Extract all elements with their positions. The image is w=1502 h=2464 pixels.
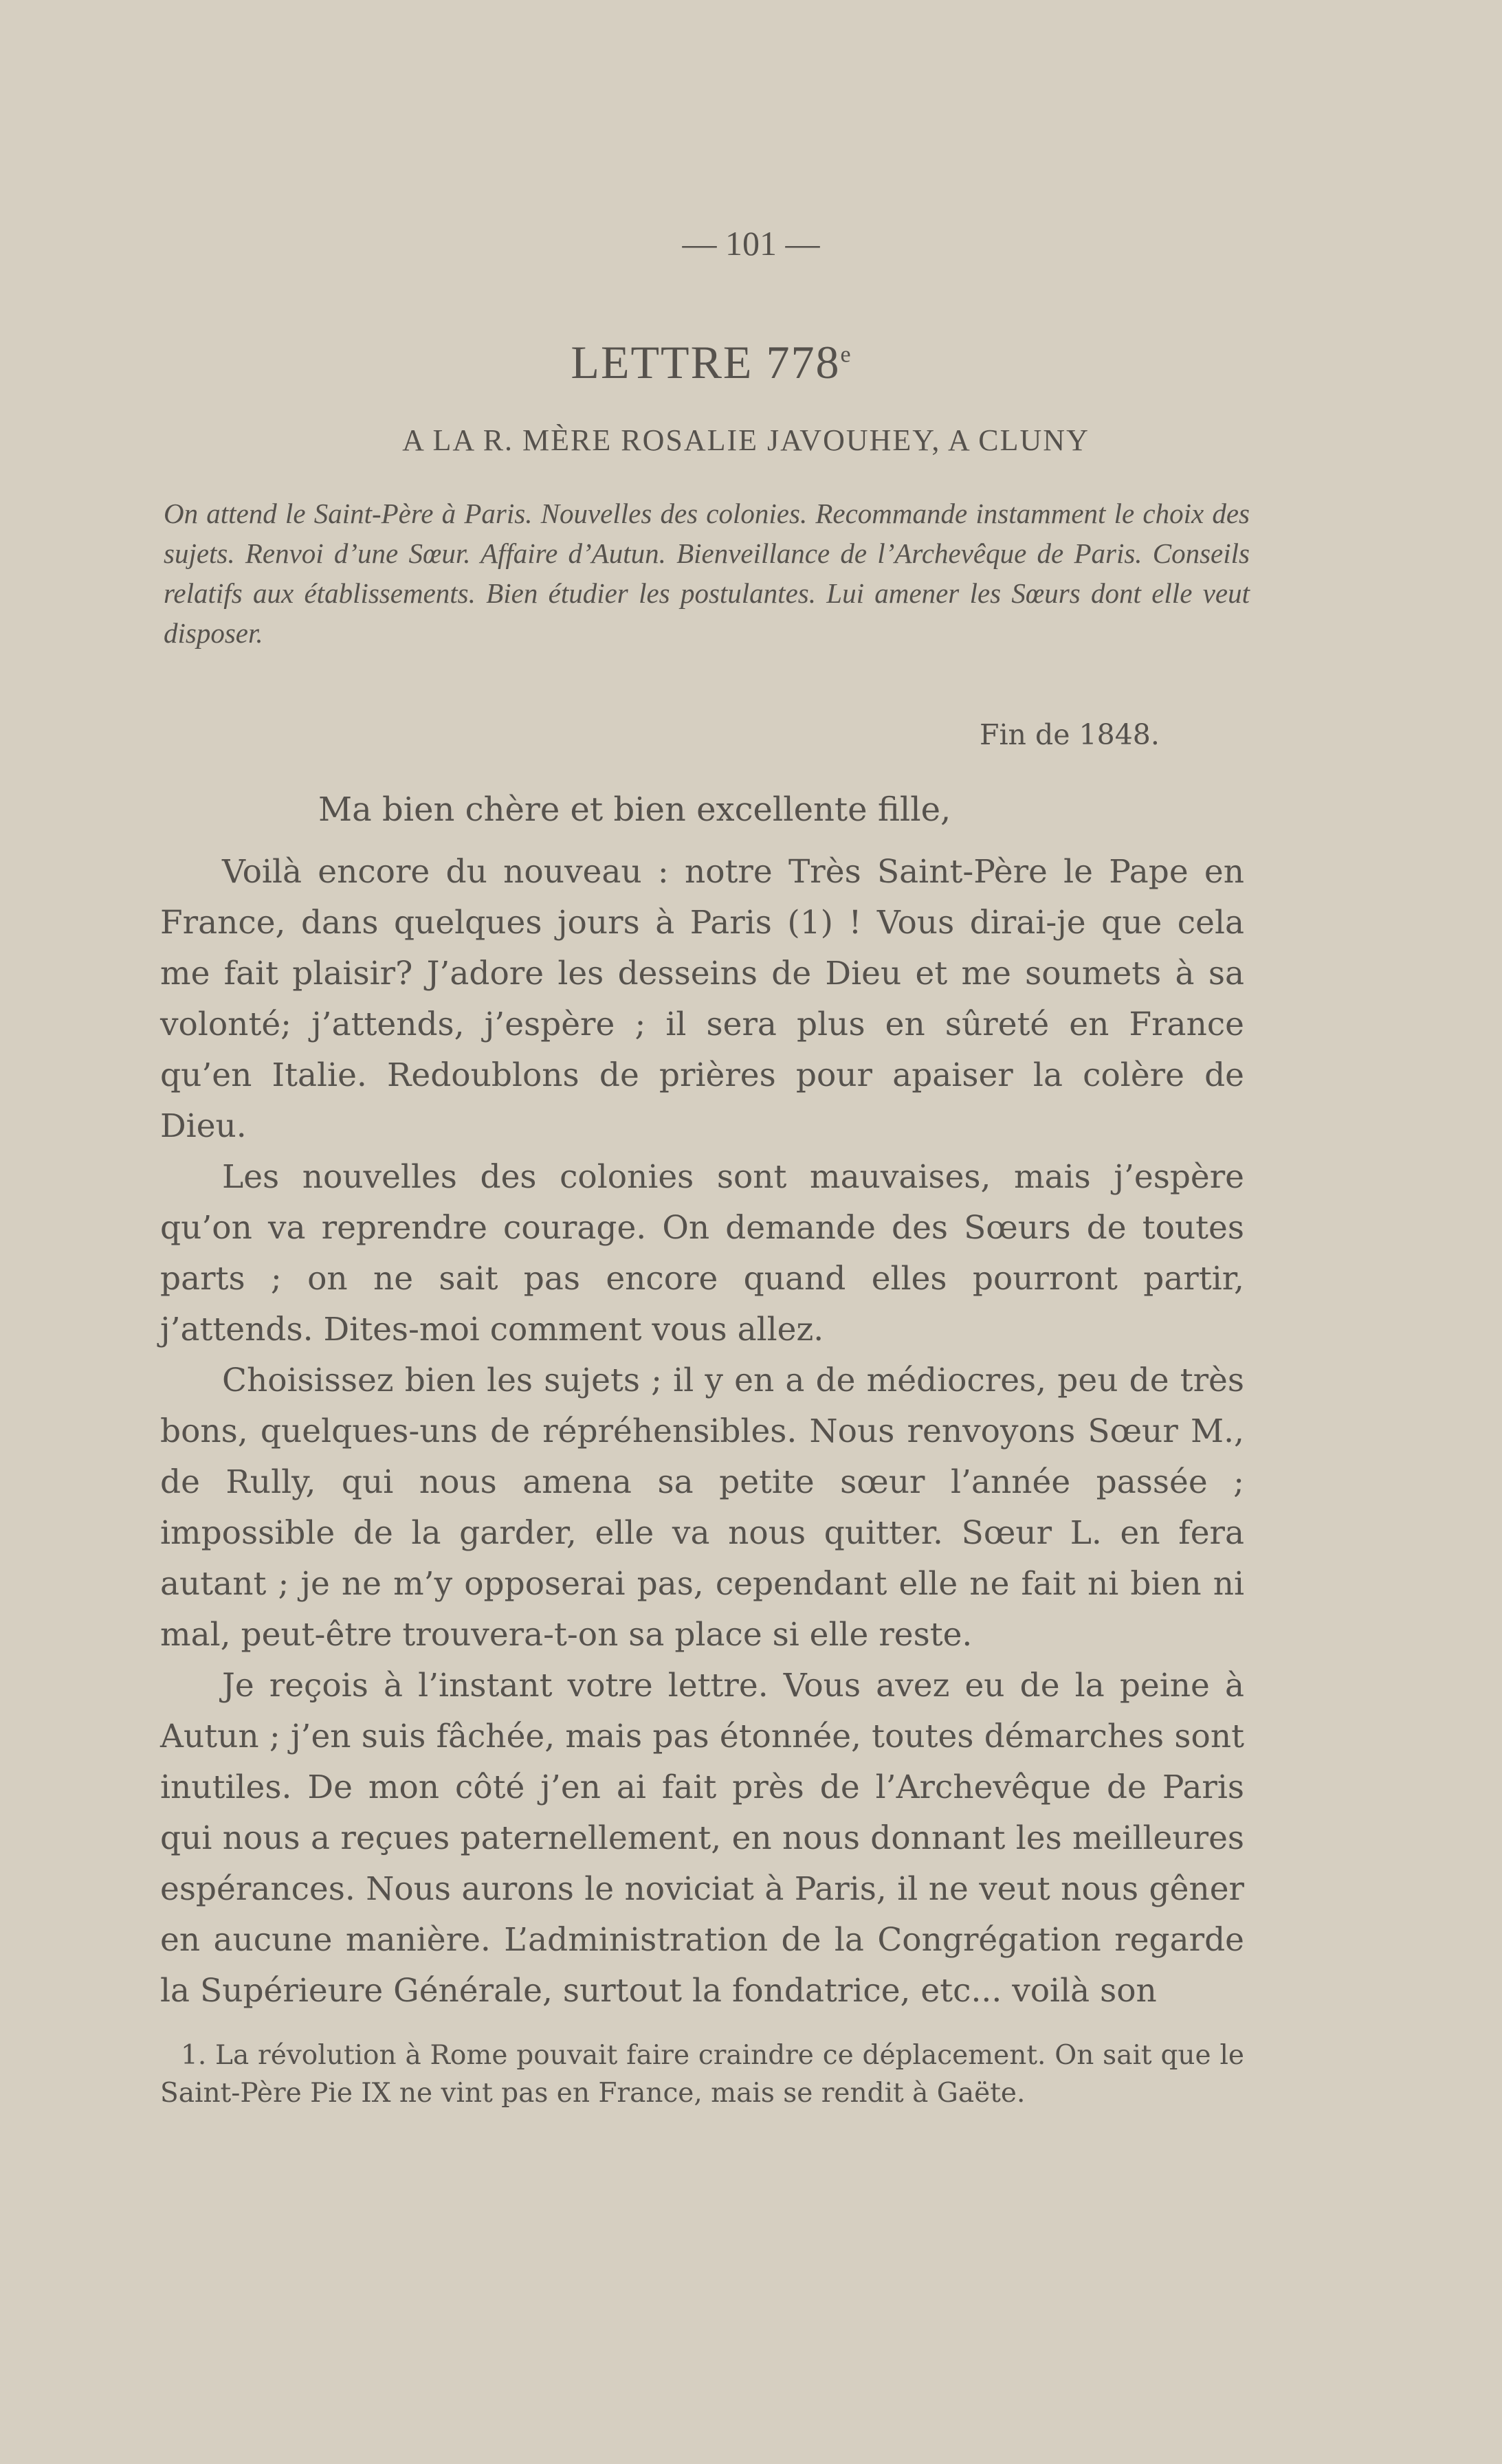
paragraph: Voilà encore du nouveau : notre Très Saint-Père le Pape en France, dans quelques jours à Paris (1) ! Vous dirai-je que cela me fait plaisir? J’adore les desseins de Dieu et me soumets à sa volonté; j’attends, j’espère ; il sera plus en sûreté en France qu’en Italie. Redoublons de prières pour apaiser la colère de Dieu. [160, 853, 1244, 1145]
paragraph: Les nouvelles des colonies sont mauvaises, mais j’espère qu’on va reprendre courage. On demande des Sœurs de toutes parts ; on ne sait pas encore quand elles pourront partir, j’attends. Dites-moi comment vous allez. [160, 1158, 1244, 1348]
footnote [160, 2036, 1244, 2112]
letter-summary: On attend le Saint-Père à Paris. Nouvelles des colonies. Recommande instamment le choix des sujets. Renvoi d’une Sœur. Affaire d’Autun. Bienveillance de l’Archevêque de Paris. Conseils relatifs aux établissements. Bien étudier les postulantes. Lui amener les Sœurs dont elle veut disposer. [164, 498, 1250, 649]
paragraph: Choisissez bien les sujets ; il y en a de médiocres, peu de très bons, quelques-uns de répréhensibles. Nous renvoyons Sœur M., de Rully, qui nous amena sa petite sœur l’année passée ; impossible de la garder, elle va nous quitter. Sœur L. en fera autant ; je ne m’y opposerai pas, cependant elle ne fait ni bien ni mal, peut-être trouvera-t-on sa place si elle reste. [160, 1362, 1244, 1654]
page-number: — 101 — [682, 224, 820, 263]
paragraph: Je reçois à l’instant votre lettre. Vous avez eu de la peine à Autun ; j’en suis fâchée, mais pas étonnée, toutes démarches sont inutiles. De mon côté j’en ai fait près de l’Archevêque de Paris qui nous a reçues paternellement, en nous donnant les meilleures espérances. Nous aurons le noviciat à Paris, il ne veut nous gêner en aucune manière. L’administration de la Congrégation regarde la Supérieure Générale, surtout la fondatrice, etc... voilà son [160, 1667, 1244, 2010]
letter-recipient: A LA R. MÈRE ROSALIE JAVOUHEY, A CLUNY [402, 423, 1090, 457]
letter-title-superscript: e [840, 342, 852, 368]
footnote-text: 1. La révolution à Rome pouvait faire craindre ce déplacement. On sait que le Saint-Père Pie IX ne vint pas en France, mais se rendit à Gaëte. [160, 2040, 1244, 2109]
letter-title-main: LETTRE 778 [571, 336, 841, 388]
letter-salutation: Ma bien chère et bien excellente fille, [318, 790, 951, 829]
letter-title [0, 335, 1423, 390]
letter-date: Fin de 1848. [980, 718, 1160, 751]
letter-body [160, 847, 1244, 2017]
